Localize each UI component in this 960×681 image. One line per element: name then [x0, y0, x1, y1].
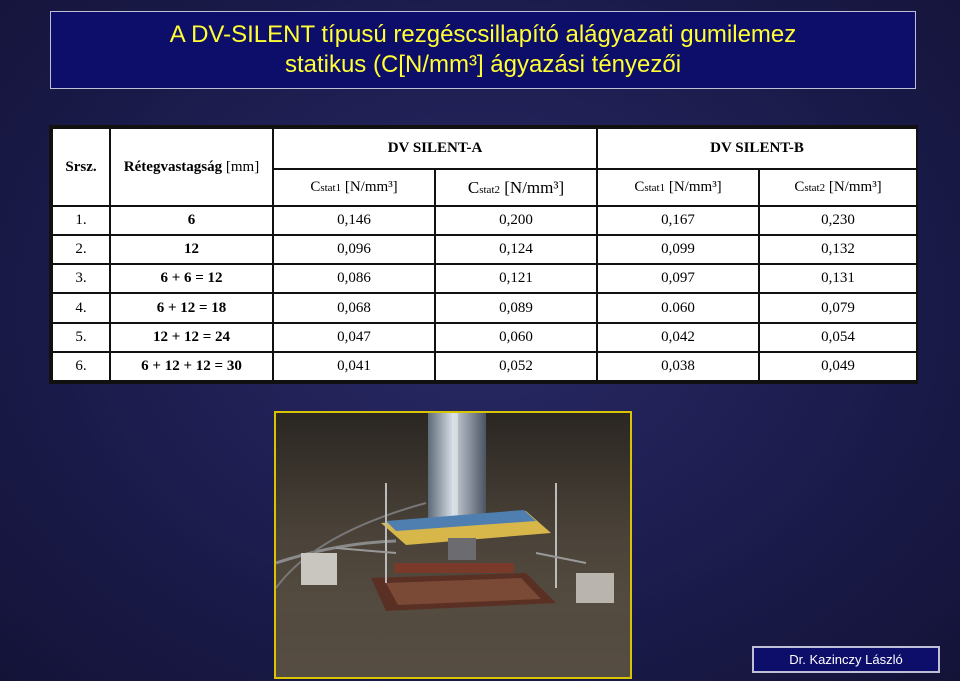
- cell-thickness: 6 + 12 + 12 = 30: [110, 352, 273, 381]
- cell-b2: 0,132: [759, 235, 917, 264]
- header-thickness-unit: [mm]: [225, 158, 260, 175]
- cell-a2: 0,124: [435, 235, 597, 264]
- header-a-cstat2: [435, 169, 597, 206]
- cell-b1: 0.060: [597, 293, 759, 322]
- cell-thickness: 12: [110, 235, 273, 264]
- cell-b1: 0,042: [597, 323, 759, 352]
- cell-a1: 0,041: [273, 352, 435, 381]
- header-group-b: DV SILENT-B: [597, 128, 917, 169]
- header-b-cstat1: [597, 169, 759, 206]
- cell-b1: 0,038: [597, 352, 759, 381]
- cell-thickness: 12 + 12 = 24: [110, 323, 273, 352]
- unit-label: [N/mm³]: [668, 179, 722, 195]
- cell-a1: 0,086: [273, 264, 435, 293]
- cell-b1: 0,099: [597, 235, 759, 264]
- cell-b2: 0,054: [759, 323, 917, 352]
- cell-a1: 0,096: [273, 235, 435, 264]
- header-thickness: [110, 128, 273, 206]
- header-thickness-label: Rétegvastagság: [123, 158, 223, 175]
- header-b-cstat2: [759, 169, 917, 206]
- c-letter: C: [634, 179, 645, 195]
- stat-label: stat1: [320, 182, 342, 194]
- cell-b2: 0,131: [759, 264, 917, 293]
- test-rig-photo: [274, 411, 632, 679]
- cell-srsz: 4.: [52, 293, 110, 322]
- c-letter: C: [467, 177, 480, 197]
- cell-a2: 0,052: [435, 352, 597, 381]
- cell-srsz: 1.: [52, 206, 110, 235]
- unit-label: [N/mm³]: [344, 179, 398, 195]
- title-line-1: A DV-SILENT típusú rezgéscsillapító alágyazati gumilemez: [169, 21, 797, 48]
- cell-b1: 0,167: [597, 206, 759, 235]
- cell-a1: 0,068: [273, 293, 435, 322]
- table-row: [52, 235, 917, 264]
- cell-a2: 0,200: [435, 206, 597, 235]
- cell-srsz: 6.: [52, 352, 110, 381]
- table-row: [52, 264, 917, 293]
- cell-b2: 0,079: [759, 293, 917, 322]
- table-row: [52, 323, 917, 352]
- c-letter: C: [794, 179, 805, 195]
- title-line-2: statikus (C[N/mm³] ágyazási tényezői: [284, 51, 682, 78]
- unit-label: [N/mm³]: [828, 179, 882, 195]
- cell-a2: 0,060: [435, 323, 597, 352]
- author-label: Dr. Kazinczy László: [752, 646, 940, 673]
- photo-drawing: [276, 413, 630, 677]
- stat-label: stat2: [804, 182, 826, 194]
- cell-thickness: 6 + 6 = 12: [110, 264, 273, 293]
- cell-thickness: 6: [110, 206, 273, 235]
- table-row: [52, 352, 917, 381]
- cell-b1: 0,097: [597, 264, 759, 293]
- stat-label: stat2: [479, 183, 500, 196]
- slide-title: [50, 11, 916, 89]
- cell-a2: 0,121: [435, 264, 597, 293]
- cell-b2: 0,230: [759, 206, 917, 235]
- cell-a1: 0,047: [273, 323, 435, 352]
- header-group-a: DV SILENT-A: [273, 128, 597, 169]
- cell-srsz: 5.: [52, 323, 110, 352]
- cell-srsz: 3.: [52, 264, 110, 293]
- coefficient-table: [49, 125, 918, 384]
- cell-a1: 0,146: [273, 206, 435, 235]
- table-row: [52, 206, 917, 235]
- unit-label: [N/mm³]: [504, 177, 565, 197]
- c-letter: C: [310, 179, 321, 195]
- header-a-cstat1: [273, 169, 435, 206]
- cell-srsz: 2.: [52, 235, 110, 264]
- table-row: [52, 293, 917, 322]
- cell-a2: 0,089: [435, 293, 597, 322]
- cell-b2: 0,049: [759, 352, 917, 381]
- stat-label: stat1: [644, 182, 666, 194]
- cell-thickness: 6 + 12 = 18: [110, 293, 273, 322]
- header-srsz: Srsz.: [52, 128, 110, 206]
